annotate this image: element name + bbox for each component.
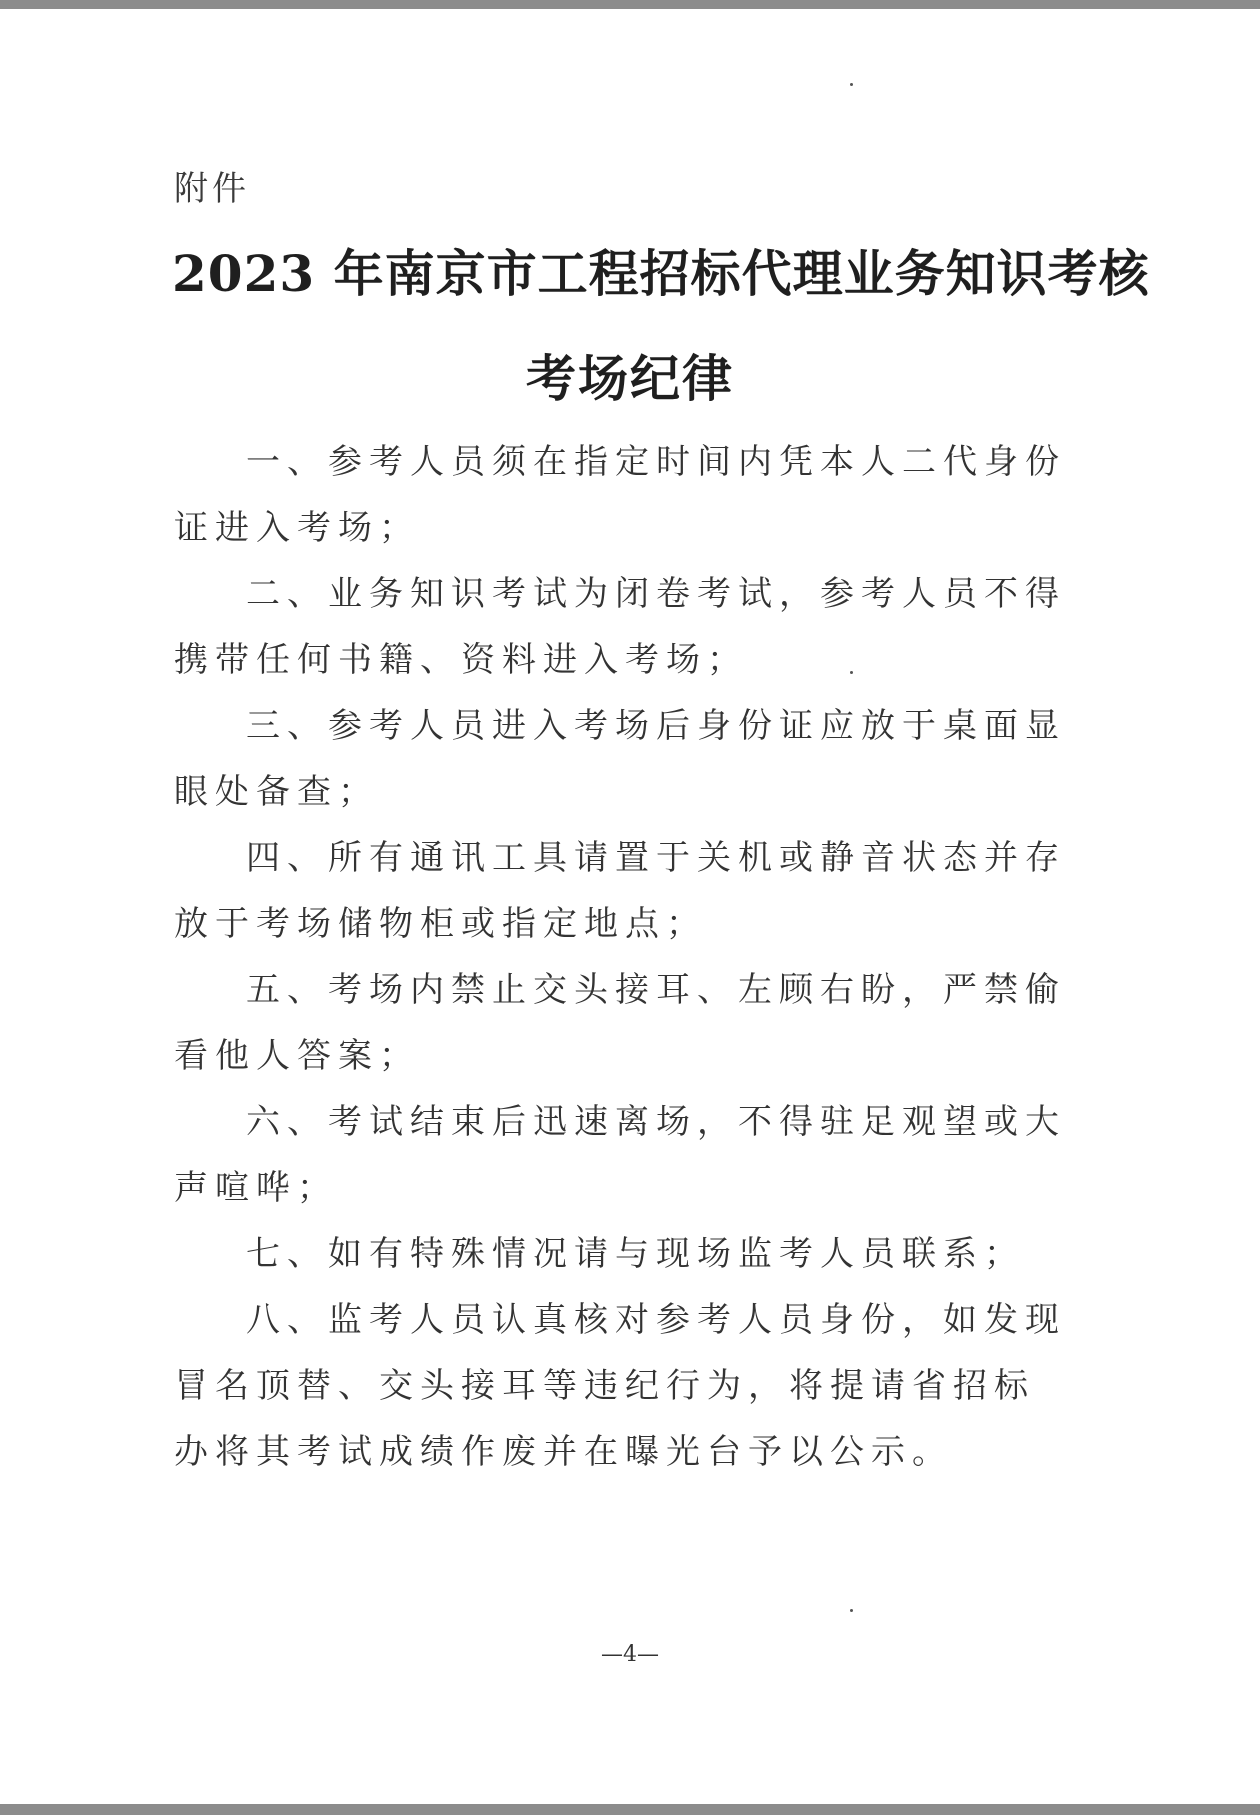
document-title-line-1: 2023 年南京市工程招标代理业务知识考核 — [172, 244, 1150, 303]
scan-bottom-edge — [0, 1804, 1260, 1815]
document-page — [0, 9, 1260, 1804]
rule-item-4: 四、所有通讯工具请置于关机或静音状态并存放于考场储物柜或指定地点； — [174, 838, 1066, 944]
rules-list — [174, 429, 1074, 1485]
document-title-line-2: 考场纪律 — [526, 349, 734, 408]
scan-speck — [850, 671, 853, 674]
rule-item-6: 六、考试结束后迅速离场，不得驻足观望或大声喧哗； — [174, 1102, 1066, 1208]
rule-item-3: 三、参考人员进入考场后身份证应放于桌面显眼处备查； — [174, 706, 1066, 812]
rule-item-5: 五、考场内禁止交头接耳、左顾右盼，严禁偷看他人答案； — [174, 970, 1066, 1076]
rule-item-2: 二、业务知识考试为闭卷考试，参考人员不得携带任何书籍、资料进入考场； — [174, 574, 1066, 680]
scan-speck — [850, 83, 853, 86]
scan-speck — [850, 1609, 853, 1612]
rule-item-1: 一、参考人员须在指定时间内凭本人二代身份证进入考场； — [174, 442, 1066, 548]
page-number: —4— — [601, 1642, 659, 1667]
scan-top-edge — [0, 0, 1260, 9]
rule-item-8: 八、监考人员认真核对参考人员身份，如发现冒名顶替、交头接耳等违纪行为，将提请省招标办将其考试成绩作废并在曝光台予以公示。 — [174, 1300, 1066, 1472]
rule-item-7: 七、如有特殊情况请与现场监考人员联系； — [246, 1234, 1025, 1274]
attachment-label: 附件 — [174, 169, 250, 209]
